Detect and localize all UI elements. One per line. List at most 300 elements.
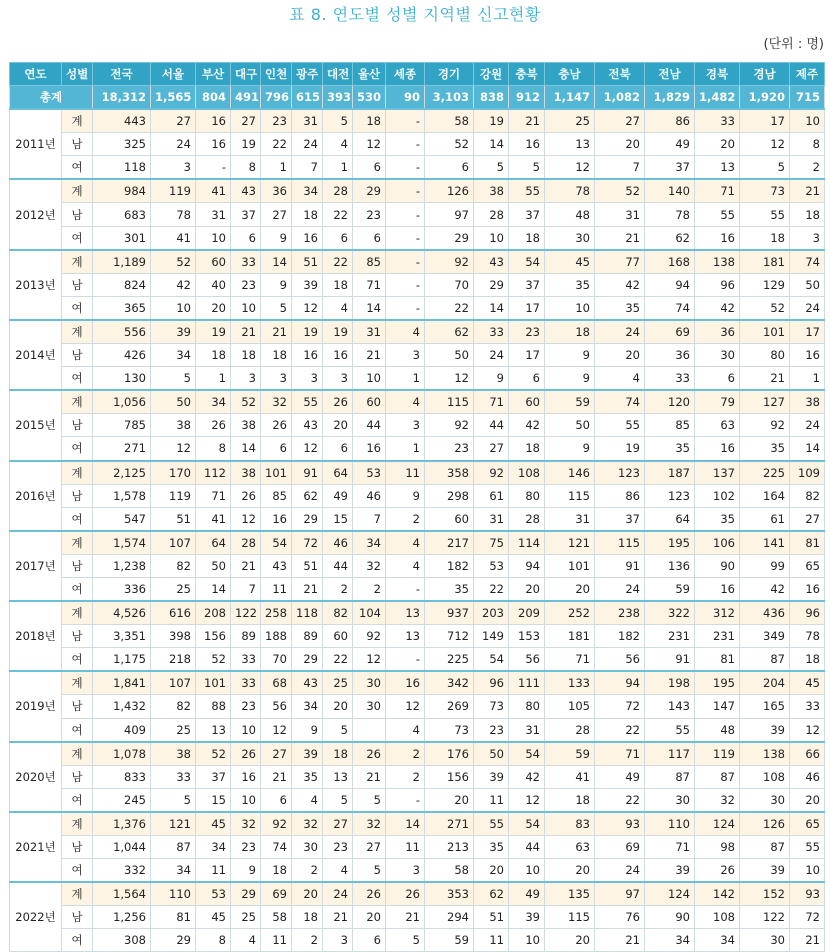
data-cell: 75 [474,531,509,555]
data-cell: 102 [695,484,740,507]
data-cell: 269 [425,695,474,718]
data-cell: 6 [509,367,545,391]
data-cell: 81 [151,906,196,929]
data-cell: 1,841 [93,671,151,695]
data-cell: 16 [695,437,740,461]
data-cell: 90 [645,906,695,929]
sex-label: 여 [62,437,93,461]
data-cell: 43 [231,179,261,203]
data-cell: 12 [231,507,261,531]
data-cell: 312 [695,601,740,625]
data-cell: 107 [151,531,196,555]
data-cell: 38 [151,742,196,766]
year-label: 2019년 [10,671,62,741]
data-cell: 365 [93,296,151,320]
data-cell: 33 [151,765,196,788]
data-cell: 27 [474,437,509,461]
data-cell: 20 [509,577,545,601]
data-cell: 92 [474,461,509,485]
data-cell: 176 [425,742,474,766]
data-cell: 87 [740,648,790,672]
data-cell: 81 [695,648,740,672]
data-cell: 20 [323,695,353,718]
data-cell: 93 [595,812,645,836]
data-cell: 616 [151,601,196,625]
data-cell: 35 [645,437,695,461]
data-cell: 46 [353,484,386,507]
data-cell: 16 [231,765,261,788]
data-cell: 182 [425,554,474,577]
sex-label: 남 [62,273,93,296]
data-cell: 39 [740,718,790,742]
data-cell: 2 [386,742,425,766]
data-cell: 39 [474,765,509,788]
data-cell: 72 [595,695,645,718]
data-cell: 23 [261,109,292,133]
sex-label: 남 [62,554,93,577]
data-cell: 110 [151,882,196,906]
data-cell: 20 [545,859,595,883]
data-cell: 90 [695,554,740,577]
data-cell: 93 [790,882,825,906]
data-cell: 5 [151,788,196,812]
sex-label: 남 [62,836,93,859]
data-cell: 16 [292,344,323,367]
data-cell: 62 [474,882,509,906]
data-cell: 26 [231,742,261,766]
data-cell: 115 [545,484,595,507]
data-cell: 97 [425,203,474,226]
data-cell: 78 [151,203,196,226]
data-cell: 35 [545,273,595,296]
sex-label: 계 [62,601,93,625]
data-cell: 30 [545,226,595,250]
data-cell: 71 [196,484,231,507]
table-row [10,250,825,274]
data-cell: 21 [353,344,386,367]
data-cell: 16 [695,226,740,250]
data-cell: 3 [386,859,425,883]
data-cell: 4 [231,929,261,952]
data-cell: 182 [595,625,645,648]
table-row [10,695,825,718]
year-label: 2015년 [10,390,62,460]
data-cell: 34 [151,344,196,367]
column-header: 연도 [10,63,62,86]
data-cell: 16 [386,671,425,695]
data-cell: 20 [545,577,595,601]
data-cell: 78 [545,179,595,203]
data-cell: 3 [323,929,353,952]
data-cell: 11 [474,929,509,952]
data-cell: 4 [386,554,425,577]
data-cell: 308 [93,929,151,952]
year-label: 2011년 [10,109,62,179]
data-cell: 1,574 [93,531,151,555]
data-cell: 209 [509,601,545,625]
table-row [10,718,825,742]
data-cell: 1,432 [93,695,151,718]
data-cell: 4,526 [93,601,151,625]
data-cell: 71 [645,836,695,859]
data-cell: 66 [790,742,825,766]
data-cell: 30 [740,929,790,952]
data-cell: 69 [595,836,645,859]
data-cell: 27 [353,836,386,859]
table-row [10,554,825,577]
data-cell: 55 [595,414,645,437]
data-cell: 55 [292,390,323,414]
year-label: 2022년 [10,882,62,952]
data-cell: 25 [231,906,261,929]
data-cell: - [386,226,425,250]
data-cell: 2 [386,765,425,788]
column-header: 강원 [474,63,509,86]
data-cell: 556 [93,320,151,344]
year-label: 2018년 [10,601,62,671]
data-cell: 17 [740,109,790,133]
data-cell: 21 [231,554,261,577]
data-cell: 10 [231,296,261,320]
data-cell: 118 [292,601,323,625]
data-cell: 119 [695,742,740,766]
sex-label: 계 [62,109,93,133]
data-cell: 138 [695,250,740,274]
data-cell: 34 [151,859,196,883]
table-row [10,742,825,766]
data-cell: 50 [196,554,231,577]
data-cell: 2 [386,507,425,531]
data-cell: 60 [323,625,353,648]
data-cell: 5 [353,859,386,883]
data-cell: 12 [292,296,323,320]
data-cell: 56 [261,695,292,718]
data-cell: 25 [323,671,353,695]
data-cell: 146 [545,461,595,485]
data-cell: 31 [474,507,509,531]
data-cell: 16 [790,577,825,601]
data-cell: 32 [261,390,292,414]
sex-label: 여 [62,367,93,391]
data-cell: 353 [425,882,474,906]
data-cell: 6 [261,437,292,461]
data-cell: 26 [196,414,231,437]
data-cell: 19 [292,320,323,344]
table-row [10,929,825,952]
data-cell: - [386,109,425,133]
column-header: 인천 [261,63,292,86]
data-cell: 3 [292,367,323,391]
column-header: 전북 [595,63,645,86]
data-cell: 46 [790,765,825,788]
data-cell: 26 [386,882,425,906]
data-cell: 28 [509,507,545,531]
data-cell: 38 [790,390,825,414]
data-cell: 45 [545,250,595,274]
data-cell: 10 [353,367,386,391]
data-cell: 72 [292,531,323,555]
data-cell: 22 [323,250,353,274]
data-cell: 88 [196,695,231,718]
data-cell: 18 [292,203,323,226]
data-cell: 91 [292,461,323,485]
data-cell: 1,376 [93,812,151,836]
data-cell: 51 [292,250,323,274]
data-cell: 245 [93,788,151,812]
data-cell: 225 [425,648,474,672]
column-header: 성별 [62,63,93,86]
data-cell: 349 [740,625,790,648]
data-cell: 50 [425,344,474,367]
data-cell: 81 [790,531,825,555]
table-row [10,671,825,695]
table-row [10,296,825,320]
data-cell: 18 [231,344,261,367]
data-cell: 10 [231,718,261,742]
data-cell: 33 [231,648,261,672]
data-cell: 54 [509,742,545,766]
data-cell: 24 [292,133,323,156]
data-cell: 28 [545,718,595,742]
data-cell: 9 [474,367,509,391]
data-cell: 18 [196,344,231,367]
data-cell: 298 [425,484,474,507]
data-cell: 436 [740,601,790,625]
data-cell: 325 [93,133,151,156]
data-cell: 6 [231,226,261,250]
data-cell: 9 [386,484,425,507]
data-cell: 31 [353,320,386,344]
data-cell: 8 [196,929,231,952]
data-cell: 38 [231,461,261,485]
data-cell: 2 [323,577,353,601]
total-cell: 1,082 [595,86,645,110]
data-cell: 55 [474,812,509,836]
data-cell: 14 [196,577,231,601]
data-cell: 12 [790,718,825,742]
data-cell: 208 [196,601,231,625]
total-cell: 1,482 [695,86,740,110]
data-cell: 35 [695,507,740,531]
data-cell: 60 [425,507,474,531]
table-row [10,226,825,250]
data-cell: 29 [353,179,386,203]
data-cell: 115 [595,531,645,555]
year-label: 2012년 [10,179,62,249]
data-cell: 124 [695,812,740,836]
data-cell: 29 [425,226,474,250]
data-cell: 91 [645,648,695,672]
data-cell: 22 [323,203,353,226]
data-cell: 34 [292,695,323,718]
data-cell: 62 [292,484,323,507]
data-cell: 86 [645,109,695,133]
data-cell: 22 [595,788,645,812]
data-cell: 49 [595,765,645,788]
sex-label: 계 [62,531,93,555]
data-cell: 27 [595,109,645,133]
data-cell: 5 [151,367,196,391]
data-cell: 108 [740,765,790,788]
data-cell: 187 [645,461,695,485]
data-cell: 27 [231,109,261,133]
data-cell: 294 [425,906,474,929]
data-cell: 4 [323,296,353,320]
data-cell: 52 [196,742,231,766]
data-cell: 101 [261,461,292,485]
data-cell: 130 [93,367,151,391]
sex-label: 여 [62,648,93,672]
data-cell: 23 [323,836,353,859]
data-cell: 59 [645,577,695,601]
data-cell: 3 [790,226,825,250]
data-cell: 3 [386,414,425,437]
data-cell: 20 [595,133,645,156]
data-cell: 4 [386,718,425,742]
data-cell: 64 [645,507,695,531]
data-cell: 39 [645,859,695,883]
data-cell: 22 [323,648,353,672]
year-label: 2016년 [10,461,62,531]
data-cell: 74 [261,836,292,859]
total-cell: 491 [231,86,261,110]
data-cell: 108 [695,906,740,929]
data-cell: 11 [261,929,292,952]
data-cell: 30 [353,695,386,718]
data-cell: 79 [695,390,740,414]
data-cell: 6 [425,156,474,180]
column-header: 부산 [196,63,231,86]
data-cell: 21 [323,906,353,929]
total-row [10,86,825,110]
data-cell: 43 [292,414,323,437]
data-cell: 36 [695,320,740,344]
data-cell: 20 [425,788,474,812]
data-cell: 33 [695,109,740,133]
data-cell: 52 [425,133,474,156]
data-cell: 42 [151,273,196,296]
data-cell: 10 [790,859,825,883]
data-cell: 80 [509,695,545,718]
data-cell: 33 [231,671,261,695]
data-cell: 23 [231,695,261,718]
sex-label: 계 [62,250,93,274]
data-cell: 16 [509,133,545,156]
table-row [10,203,825,226]
data-cell: 99 [740,554,790,577]
table-row [10,882,825,906]
data-cell: 94 [509,554,545,577]
data-cell: 42 [509,765,545,788]
data-cell: 18 [790,203,825,226]
data-cell: 53 [196,882,231,906]
data-cell: 195 [645,531,695,555]
data-cell: 121 [151,812,196,836]
data-cell: 43 [474,250,509,274]
data-cell: 65 [790,554,825,577]
data-cell: 5 [323,109,353,133]
data-cell: 1,175 [93,648,151,672]
data-cell: 25 [545,109,595,133]
sex-label: 여 [62,156,93,180]
data-cell: 9 [545,344,595,367]
data-cell: 21 [595,929,645,952]
data-cell: 198 [645,671,695,695]
data-cell: 3 [261,367,292,391]
data-cell: 34 [196,390,231,414]
data-cell: 29 [231,882,261,906]
data-cell: 1 [196,367,231,391]
data-cell: 69 [261,882,292,906]
data-cell: 76 [595,906,645,929]
data-cell: 18 [509,226,545,250]
data-cell: 16 [292,226,323,250]
table-row [10,577,825,601]
table-row [10,133,825,156]
data-cell: 271 [93,437,151,461]
data-cell: 106 [695,531,740,555]
table-row [10,109,825,133]
data-cell: 133 [545,671,595,695]
data-cell: 1 [790,367,825,391]
data-cell: 138 [740,742,790,766]
data-cell: 52 [151,250,196,274]
data-cell: 96 [695,273,740,296]
data-cell: 18 [790,648,825,672]
data-cell: 15 [196,788,231,812]
data-cell: 60 [353,390,386,414]
data-cell: 24 [790,414,825,437]
data-cell: 271 [425,812,474,836]
data-cell: 105 [545,695,595,718]
data-cell: 24 [474,344,509,367]
data-cell: 17 [509,296,545,320]
total-cell: 1,829 [645,86,695,110]
data-cell: 33 [231,250,261,274]
data-cell: 1,564 [93,882,151,906]
data-cell: 24 [151,133,196,156]
data-cell: 54 [474,648,509,672]
data-cell: 11 [261,577,292,601]
data-cell: 94 [645,273,695,296]
sex-label: 계 [62,461,93,485]
table-row [10,156,825,180]
table-row [10,906,825,929]
data-cell: 24 [595,577,645,601]
data-cell: 10 [196,226,231,250]
total-cell: 530 [353,86,386,110]
data-cell: 50 [545,414,595,437]
data-cell: 2,125 [93,461,151,485]
data-cell: 18 [323,742,353,766]
data-cell: 4 [292,788,323,812]
data-cell: 19 [595,437,645,461]
data-cell: 426 [93,344,151,367]
total-cell: 804 [196,86,231,110]
data-cell: 4 [323,859,353,883]
data-cell: 58 [425,109,474,133]
table-row [10,484,825,507]
data-cell: 37 [645,156,695,180]
data-cell: 117 [645,742,695,766]
data-cell: 24 [323,882,353,906]
data-cell: 6 [323,226,353,250]
data-cell: 5 [353,788,386,812]
data-cell: 39 [292,742,323,766]
data-cell: 231 [645,625,695,648]
data-cell: 42 [595,273,645,296]
data-cell: 87 [695,765,740,788]
